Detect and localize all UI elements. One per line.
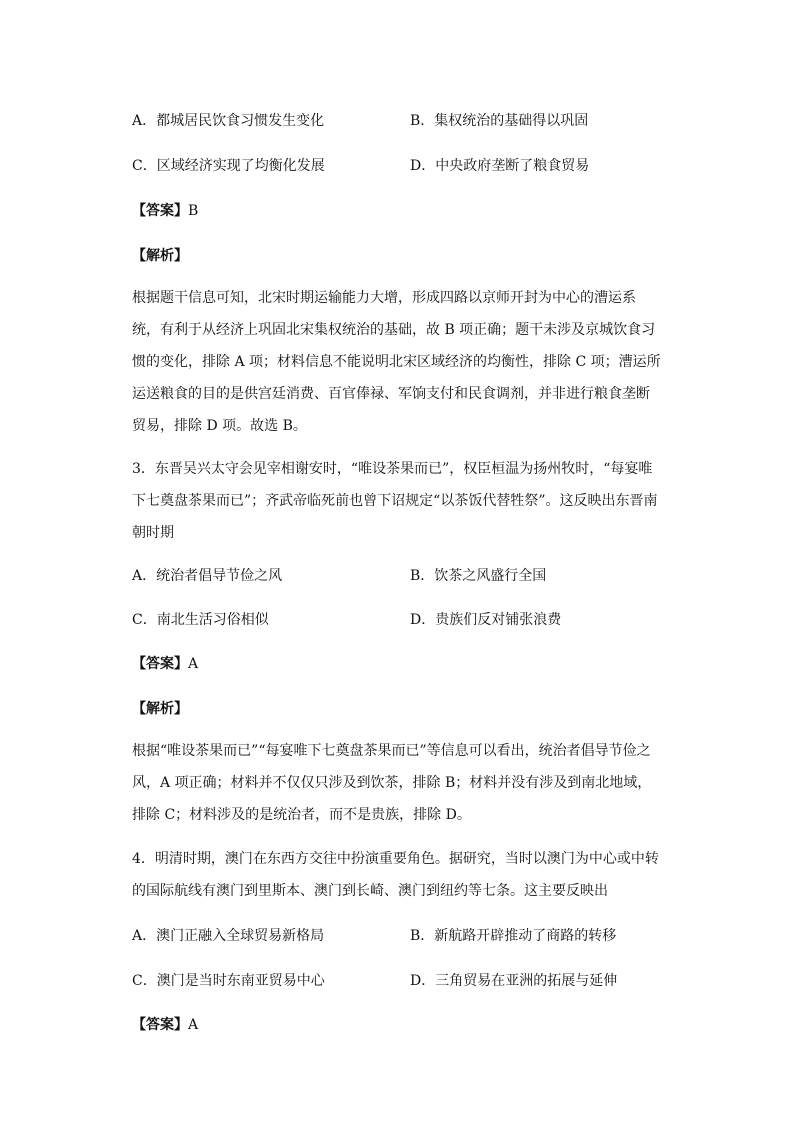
answer-tag: 【答案】: [132, 656, 188, 672]
q3-analysis-heading: [132, 699, 188, 719]
analysis-line: 根据“唯设茶果而已”“每宴唯下七奠盘茶果而已”等信息可以看出，统治者倡导节俭之: [132, 743, 651, 759]
q3-stem: [132, 453, 662, 549]
analysis-line: 统，有利于从经济上巩固北宋集权统治的基础，故 B 项正确；题干未涉及京城饮食习: [132, 322, 656, 338]
q3-analysis-text: [132, 735, 662, 831]
q3-answer: [132, 654, 198, 674]
answer-value: A: [188, 1017, 199, 1033]
analysis-line: 贸易，排除 D 项。故选 B。: [132, 418, 307, 434]
question-line: 朝时期: [132, 525, 174, 541]
question-line: 的国际航线有澳门到里斯本、澳门到长崎、澳门到纽约等七条。这主要反映出: [132, 883, 608, 899]
q2-analysis-heading: [132, 246, 188, 266]
analysis-tag: 【解析】: [132, 701, 188, 717]
q4-option-b: B．新航路开辟推动了商路的转移: [410, 928, 617, 944]
analysis-line: 运送粮食的目的是供宫廷消费、百官俸禄、军饷支付和民食调剂，并非进行粮食垄断: [132, 386, 650, 402]
answer-tag: 【答案】: [132, 1017, 188, 1033]
q4-answer: [132, 1015, 198, 1035]
q3-option-c: C．南北生活习俗相似: [132, 612, 269, 628]
analysis-line: 根据题干信息可知，北宋时期运输能力大增，形成四路以京师开封为中心的漕运系: [132, 290, 636, 306]
question-line: 3．东晋吴兴太守会见宰相谢安时，“唯设茶果而已”，权臣桓温为扬州牧时，“每宴唯: [132, 461, 653, 477]
q3-option-d: D．贵族们反对铺张浪费: [410, 612, 562, 628]
q2-option-d: D．中央政府垄断了粮食贸易: [410, 158, 590, 174]
answer-value: A: [188, 656, 199, 672]
q4-option-c: C．澳门是当时东南亚贸易中心: [132, 973, 325, 989]
analysis-line: 风，A 项正确；材料并不仅仅只涉及到饮茶，排除 B；材料并没有涉及到南北地域，: [132, 775, 652, 791]
q4-option-d: D．三角贸易在亚洲的拓展与延伸: [410, 973, 618, 989]
analysis-tag: 【解析】: [132, 248, 188, 264]
q2-answer: [132, 201, 198, 221]
q4-stem: [132, 843, 662, 907]
analysis-line: 排除 C；材料涉及的是统治者，而不是贵族，排除 D。: [132, 807, 471, 823]
analysis-line: 惯的变化，排除 A 项；材料信息不能说明北宋区域经济的均衡性，排除 C 项；漕运所: [132, 354, 661, 370]
question-line: 4．明清时期，澳门在东西方交往中扮演重要角色。据研究，当时以澳门为中心或中转: [132, 851, 659, 867]
q2-option-b: B．集权统治的基础得以巩固: [410, 113, 589, 129]
q3-option-a: A．统治者倡导节俭之风: [132, 568, 283, 584]
q4-option-a: A．澳门正融入全球贸易新格局: [132, 928, 325, 944]
q2-option-a: A．都城居民饮食习惯发生变化: [132, 113, 325, 129]
answer-value: B: [188, 203, 199, 219]
q2-analysis-text: [132, 282, 662, 442]
q2-option-c: C．区域经济实现了均衡化发展: [132, 158, 325, 174]
question-line: 下七奠盘茶果而已”；齐武帝临死前也曾下诏规定“以茶饭代替牲祭”。这反映出东晋南: [132, 493, 658, 509]
q3-option-b: B．饮茶之风盛行全国: [410, 568, 547, 584]
answer-tag: 【答案】: [132, 203, 188, 219]
